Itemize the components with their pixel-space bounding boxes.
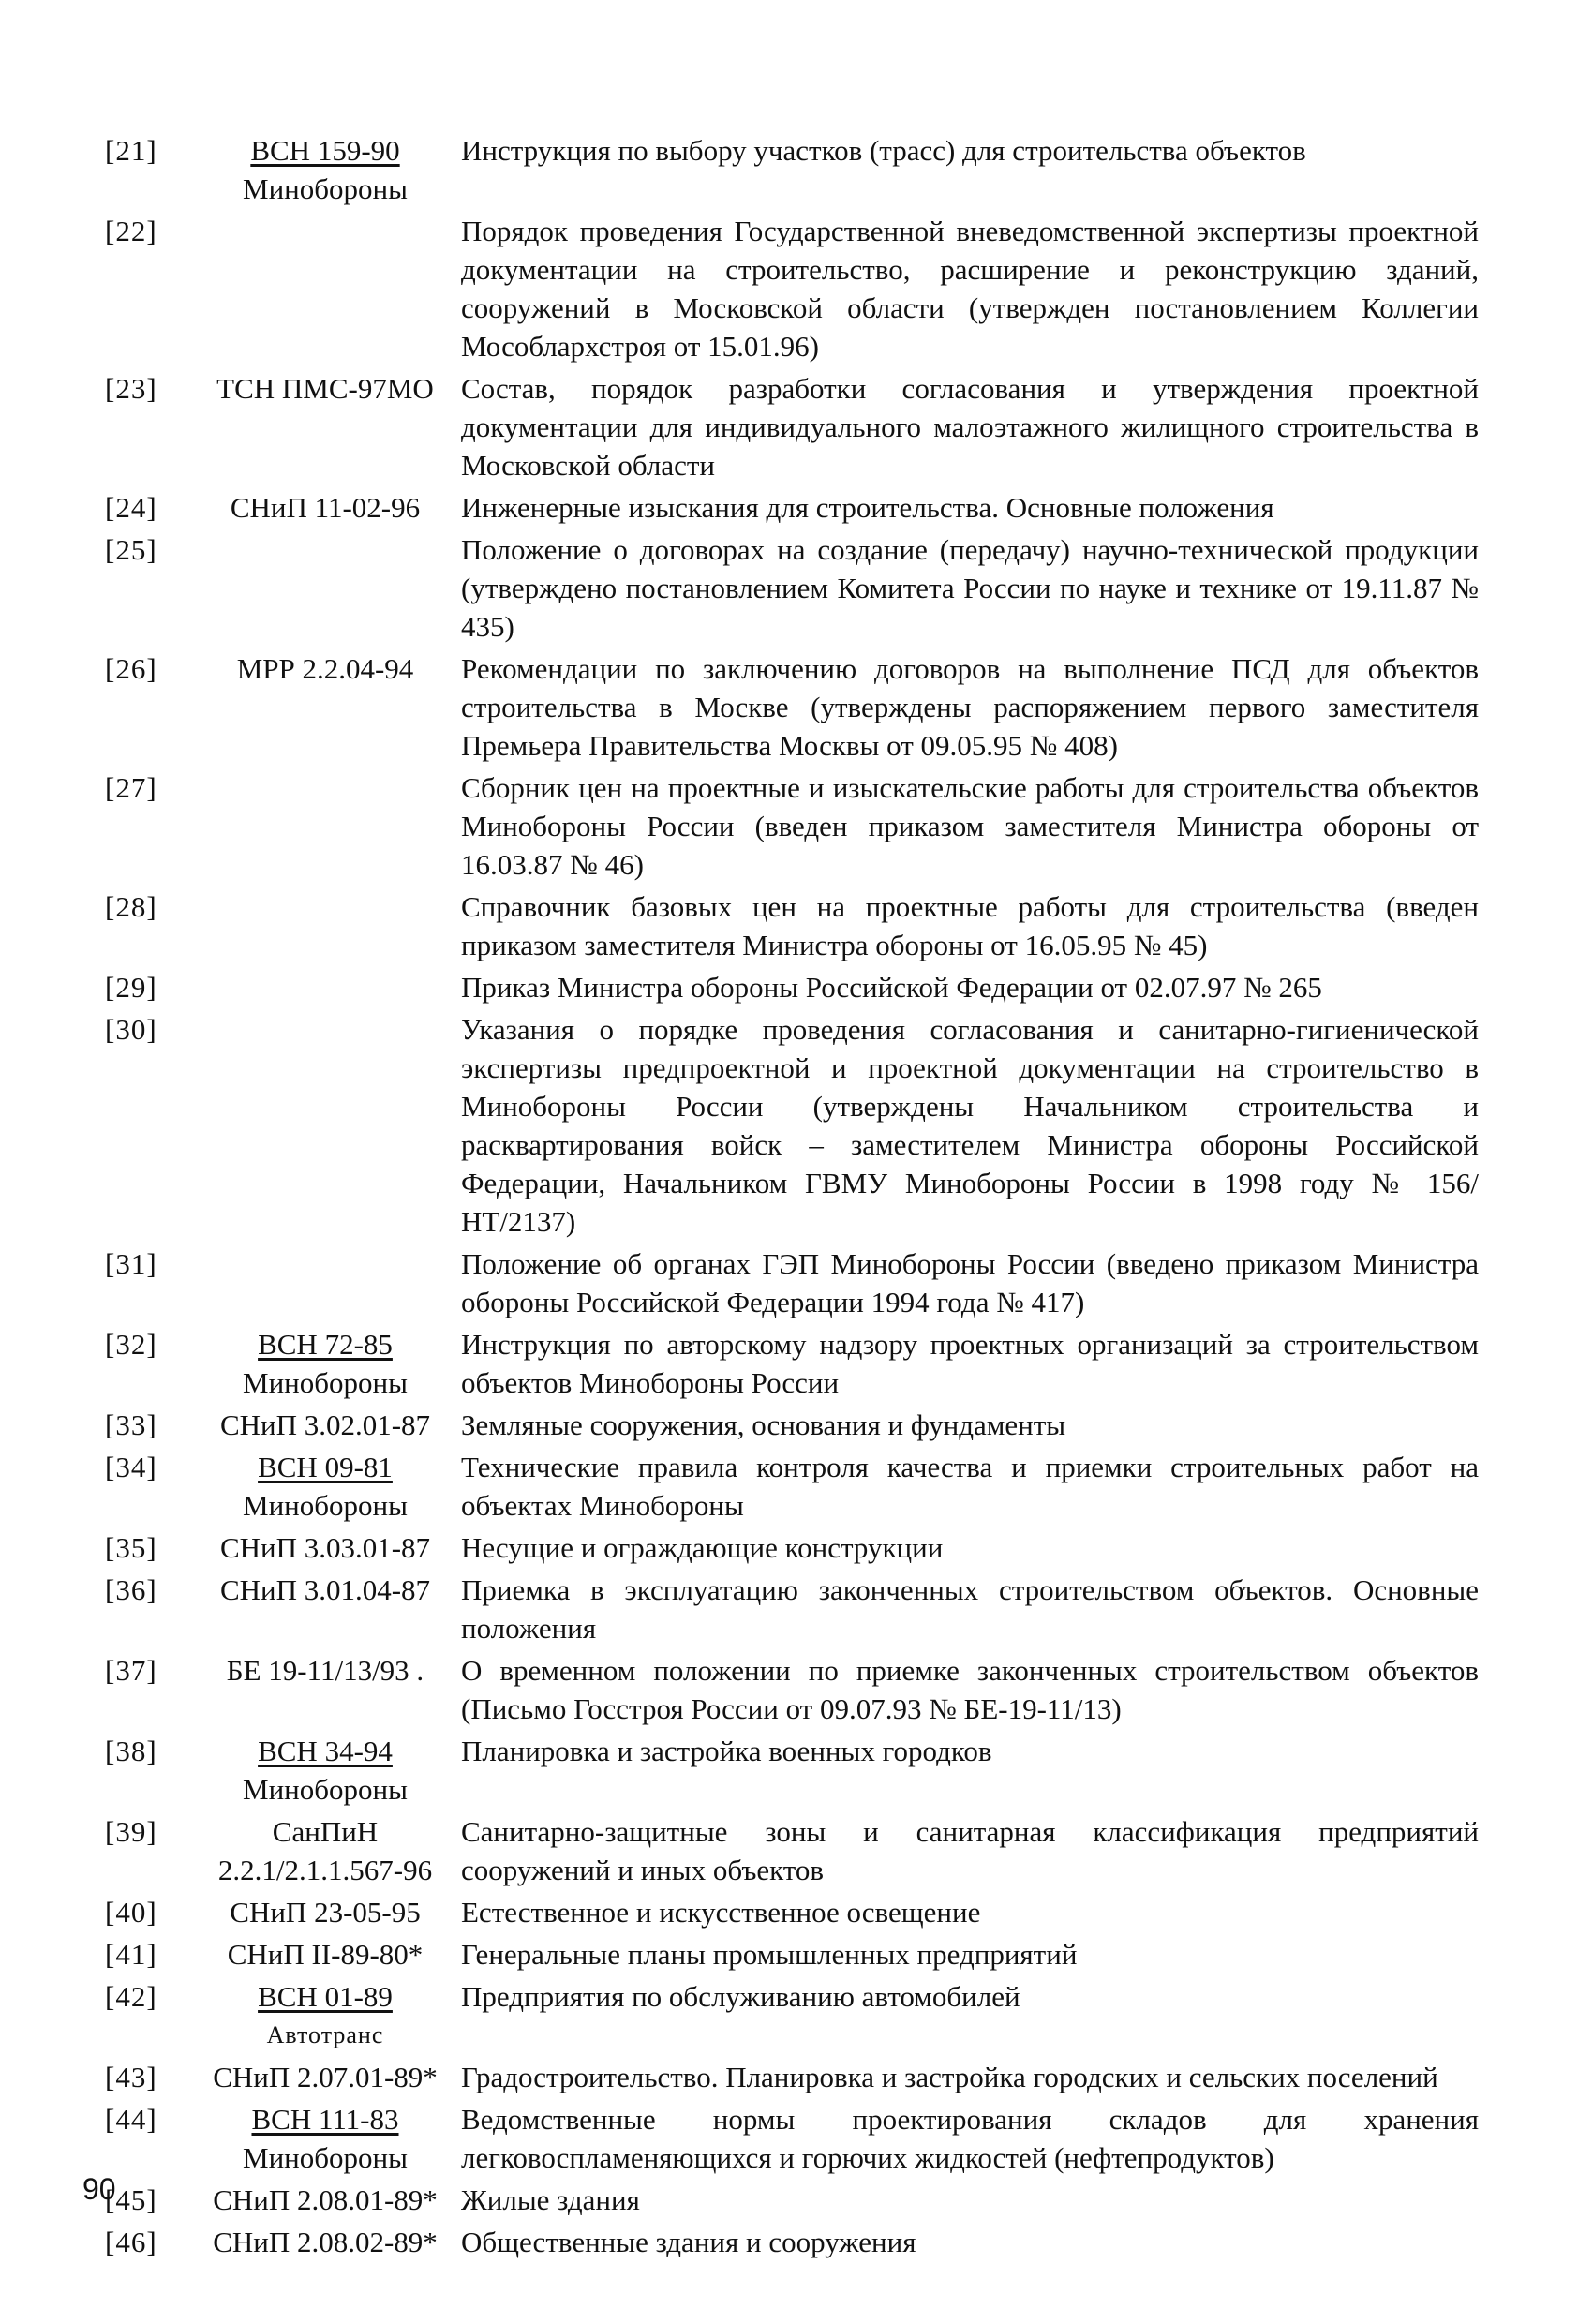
- reference-entry: [105, 212, 1482, 365]
- reference-title: О временном положении по приемке законченных строительством объектов (Письмо Госстроя России от 09.07.93 № БЕ-19-11/13): [461, 1654, 1479, 1725]
- reference-title: Санитарно-защитные зоны и санитарная классификация предприятий сооружений и иных объектов: [461, 1815, 1479, 1886]
- reference-title: Общественные здания и сооружения: [461, 2226, 916, 2258]
- reference-code-id: СНиП 11-02-96: [230, 491, 421, 524]
- reference-number: [28]: [105, 890, 157, 923]
- reference-code: [189, 1812, 461, 1889]
- reference-code-agency: Минобороны: [243, 2141, 408, 2174]
- reference-title: Технические правила контроля качества и приемки строительных работ на объектах Минобороны: [461, 1451, 1479, 1522]
- reference-entry: [105, 1812, 1482, 1889]
- reference-code: [189, 1571, 461, 1609]
- reference-number: [29]: [105, 971, 157, 1004]
- reference-code: [189, 2100, 461, 2177]
- reference-code: [189, 1651, 461, 1690]
- reference-entry: [105, 2223, 1482, 2261]
- reference-code-id: ВСН 09-81: [258, 1451, 393, 1483]
- reference-number: [30]: [105, 1013, 157, 1046]
- reference-code-id: ВСН 01-89: [258, 1980, 393, 2013]
- reference-code: [189, 488, 461, 527]
- reference-number: [22]: [105, 215, 157, 247]
- reference-code-agency: Минобороны: [243, 1773, 408, 1806]
- reference-entry: [105, 1935, 1482, 1974]
- reference-code-agency: Минобороны: [243, 1366, 408, 1399]
- reference-list: [105, 131, 1482, 2265]
- reference-title: Земляные сооружения, основания и фундаменты: [461, 1408, 1066, 1441]
- reference-title: Несущие и ограждающие конструкции: [461, 1531, 944, 1564]
- reference-entry: [105, 1528, 1482, 1567]
- reference-title: Сборник цен на проектные и изыскательские работы для строительства объектов Минобороны России (введен приказом заместителя Министра обороны от 16.03.87 № 46): [461, 771, 1479, 881]
- reference-number: [37]: [105, 1654, 157, 1687]
- reference-number: [24]: [105, 491, 157, 524]
- reference-entry: [105, 1406, 1482, 1444]
- reference-code-id: СНиП 3.02.01-87: [219, 1408, 431, 1441]
- reference-code: [189, 369, 461, 408]
- reference-number: [36]: [105, 1573, 157, 1606]
- reference-code-id: СНиП 2.08.02-89*: [213, 2226, 438, 2258]
- reference-entry: [105, 649, 1482, 765]
- reference-entry: [105, 1010, 1482, 1241]
- reference-title: Предприятия по обслуживанию автомобилей: [461, 1980, 1020, 2013]
- reference-number: [39]: [105, 1815, 157, 1848]
- reference-entry: [105, 488, 1482, 527]
- reference-entry: [105, 1732, 1482, 1809]
- reference-number: [45]: [105, 2183, 157, 2216]
- reference-number: [38]: [105, 1735, 157, 1767]
- reference-entry: [105, 1448, 1482, 1525]
- reference-code: [189, 1935, 461, 1974]
- reference-title: Градостроительство. Планировка и застройка городских и сельских поселений: [461, 2061, 1438, 2093]
- reference-entry: [105, 968, 1482, 1006]
- reference-entry: [105, 2100, 1482, 2177]
- reference-code-id: ВСН 159-90: [250, 134, 400, 167]
- reference-code: [189, 131, 461, 208]
- reference-code-id: ВСН 72-85: [258, 1328, 393, 1361]
- reference-number: [23]: [105, 372, 157, 405]
- reference-title: Положение о договорах на создание (передачу) научно-технической продукции (утверждено постановлением Комитета России по науке и технике от 19.11.87 № 435): [461, 533, 1479, 643]
- reference-title: Инструкция по выбору участков (трасс) для строительства объектов: [461, 134, 1306, 167]
- reference-title: Жилые здания: [461, 2183, 640, 2216]
- reference-code-id: ТСН ПМС-97МО: [216, 372, 434, 405]
- reference-code-id: СНиП 2.07.01-89*: [213, 2061, 438, 2093]
- reference-number: [41]: [105, 1938, 157, 1971]
- reference-number: [26]: [105, 652, 157, 685]
- reference-number: [42]: [105, 1980, 157, 2013]
- reference-code-id: ВСН 34-94: [258, 1735, 393, 1767]
- reference-code: [189, 2223, 461, 2261]
- reference-title: Указания о порядке проведения согласования и санитарно-гигиенической экспертизы предпроектной и проектной документации на строительство в Минобороны России (утверждены Начальником строительства и расквартирования войск – заместителем Министра обороны Российской Федерации, Начальником ГВМУ Минобороны России в 1998 году № 156/НТ/2137): [461, 1013, 1479, 1238]
- page-number: 90: [82, 2172, 116, 2206]
- reference-number: [44]: [105, 2103, 157, 2136]
- reference-code: [189, 1325, 461, 1402]
- reference-number: [40]: [105, 1896, 157, 1929]
- reference-entry: [105, 768, 1482, 884]
- reference-code-agency: 2.2.1/2.1.1.567-96: [217, 1854, 433, 1886]
- reference-number: [32]: [105, 1328, 157, 1361]
- reference-entry: [105, 887, 1482, 964]
- reference-code-agency: Автотранс: [266, 2021, 384, 2048]
- reference-title: Генеральные планы промышленных предприятий: [461, 1938, 1078, 1971]
- reference-title: Справочник базовых цен на проектные работы для строительства (введен приказом заместителя Министра обороны от 16.05.95 № 45): [461, 890, 1479, 961]
- reference-code: [189, 2181, 461, 2219]
- reference-code-id: СНиП 3.01.04-87: [219, 1573, 431, 1606]
- reference-code-id: СНиП 2.08.01-89*: [213, 2183, 438, 2216]
- reference-entry: [105, 1244, 1482, 1321]
- reference-title: Порядок проведения Государственной вневедомственной экспертизы проектной документации на строительство, расширение и реконструкцию зданий, сооружений в Московской области (утвержден постановлением Коллегии Мособлархстроя от 15.01.96): [461, 215, 1479, 363]
- reference-entry: [105, 1893, 1482, 1931]
- reference-number: [35]: [105, 1531, 157, 1564]
- reference-number: [46]: [105, 2226, 157, 2258]
- reference-number: [27]: [105, 771, 157, 804]
- reference-number: [31]: [105, 1247, 157, 1280]
- reference-code-id: МРР 2.2.04-94: [236, 652, 414, 685]
- reference-title: Приказ Министра обороны Российской Федерации от 02.07.97 № 265: [461, 971, 1322, 1004]
- reference-code-id: БЕ 19-11/13/93 .: [226, 1654, 424, 1687]
- reference-code-id: СНиП 3.03.01-87: [219, 1531, 431, 1564]
- reference-code-id: ВСН 111-83: [251, 2103, 399, 2136]
- reference-title: Состав, порядок разработки согласования и утверждения проектной документации для индивидуального малоэтажного жилищного строительства в Московской области: [461, 372, 1479, 482]
- reference-code-id: СанПиН: [272, 1815, 379, 1848]
- reference-title: Приемка в эксплуатацию законченных строительством объектов. Основные положения: [461, 1573, 1479, 1645]
- reference-number: [43]: [105, 2061, 157, 2093]
- reference-code: [189, 1448, 461, 1525]
- reference-code: [189, 1893, 461, 1931]
- reference-title: Инженерные изыскания для строительства. Основные положения: [461, 491, 1274, 524]
- reference-entry: [105, 2058, 1482, 2096]
- reference-code: [189, 1732, 461, 1809]
- reference-title: Положение об органах ГЭП Минобороны России (введено приказом Министра обороны Российской Федерации 1994 года № 417): [461, 1247, 1479, 1318]
- reference-title: Естественное и искусственное освещение: [461, 1896, 981, 1929]
- reference-number: [21]: [105, 134, 157, 167]
- reference-entry: [105, 2181, 1482, 2219]
- reference-title: Рекомендации по заключению договоров на выполнение ПСД для объектов строительства в Москве (утверждены распоряжением первого заместителя Премьера Правительства Москвы от 09.05.95 № 408): [461, 652, 1479, 762]
- reference-title: Планировка и застройка военных городков: [461, 1735, 992, 1767]
- reference-code: [189, 1528, 461, 1567]
- reference-code: [189, 2058, 461, 2096]
- reference-title: Инструкция по авторскому надзору проектных организаций за строительством объектов Минобороны России: [461, 1328, 1479, 1399]
- reference-entry: [105, 369, 1482, 484]
- reference-entry: [105, 1325, 1482, 1402]
- reference-code: [189, 1977, 461, 2054]
- reference-number: [34]: [105, 1451, 157, 1483]
- reference-entry: [105, 1571, 1482, 1647]
- reference-entry: [105, 131, 1482, 208]
- reference-code-id: СНиП 23-05-95: [230, 1896, 421, 1929]
- reference-code-id: СНиП II-89-80*: [227, 1938, 424, 1971]
- reference-code-agency: Минобороны: [243, 172, 408, 205]
- reference-code-agency: Минобороны: [243, 1489, 408, 1522]
- reference-code: [189, 649, 461, 688]
- reference-entry: [105, 1977, 1482, 2054]
- reference-title: Ведомственные нормы проектирования складов для хранения легковоспламеняющихся и горючих жидкостей (нефтепродуктов): [461, 2103, 1479, 2174]
- reference-entry: [105, 1651, 1482, 1728]
- reference-number: [33]: [105, 1408, 157, 1441]
- reference-entry: [105, 530, 1482, 646]
- reference-number: [25]: [105, 533, 157, 566]
- reference-code: [189, 1406, 461, 1444]
